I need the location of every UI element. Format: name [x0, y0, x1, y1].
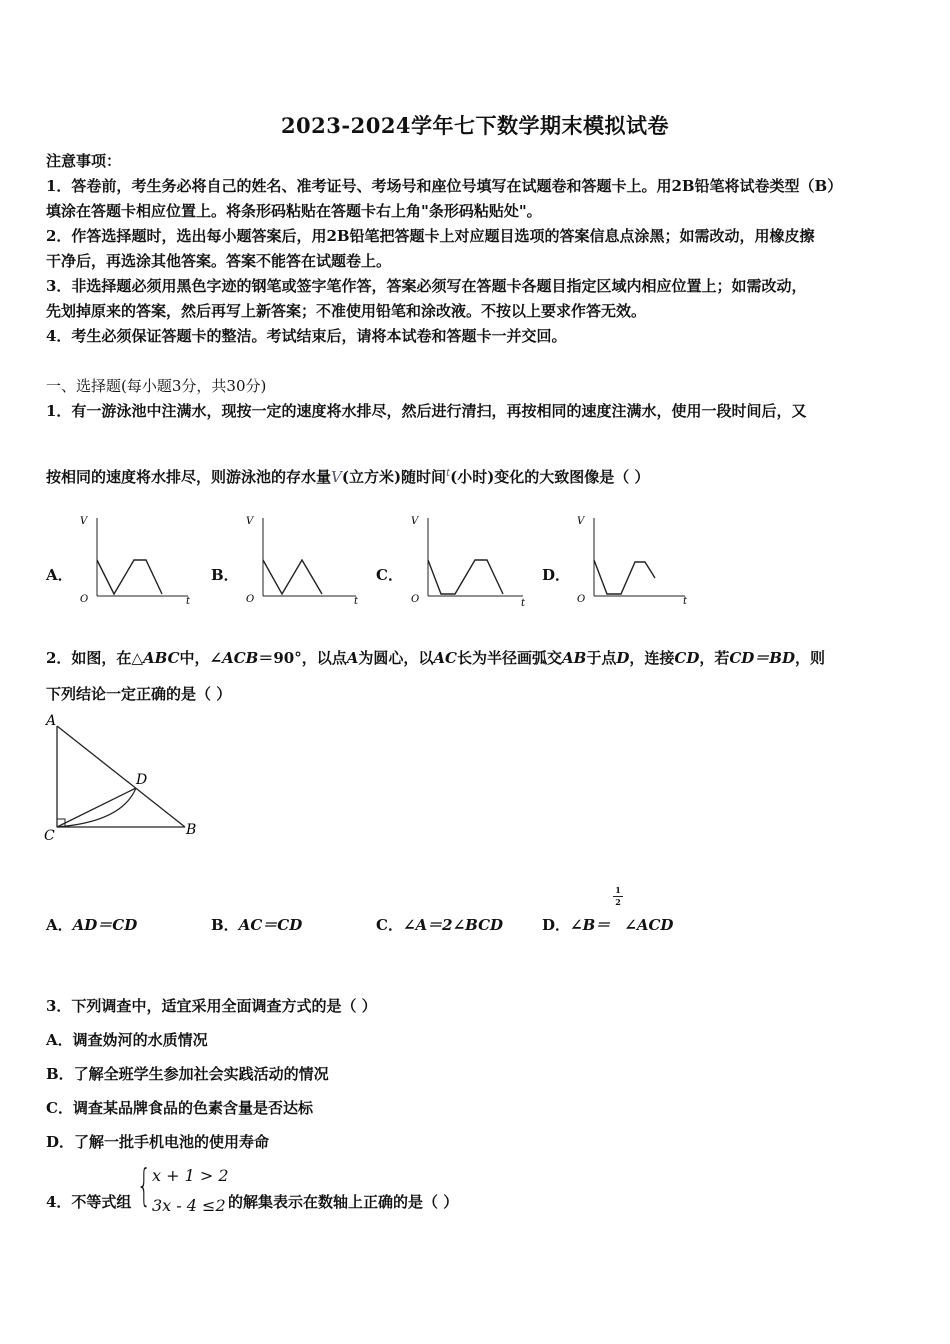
- axis-v-label: V: [577, 516, 585, 527]
- q1-stem-line2: 按相同的速度将水排尽，则游泳池的存水量V(立方米)随时间$^t$(小时)变化的大致图像是（ ）: [46, 468, 650, 486]
- notice-line: 2．作答选择题时，选出每小题答案后，用2B铅笔把答题卡上对应题目选项的答案信息点涂黑；如需改动，用橡皮擦: [46, 227, 815, 245]
- q1-option-b-label[interactable]: B．: [211, 566, 239, 584]
- q1-option-c-label[interactable]: C．: [376, 566, 403, 584]
- point-d-label: D: [136, 772, 148, 788]
- point-a-label: A: [46, 713, 57, 729]
- q1-option-a-label[interactable]: A．: [46, 566, 73, 584]
- axis-origin-label: O: [80, 594, 89, 605]
- point-c-label: C: [44, 828, 55, 844]
- graph-line: [594, 560, 655, 594]
- axis-origin-label: O: [577, 594, 586, 605]
- q4-inequality-1: x + 1 > 2: [152, 1166, 229, 1185]
- axis-v-label: V: [80, 516, 88, 527]
- axis-t-label: t: [354, 596, 359, 607]
- q1-option-d-label[interactable]: D．: [542, 566, 571, 584]
- graph-line: [97, 560, 162, 594]
- q3-option-a[interactable]: A．调查妫河的水质情况: [46, 1031, 208, 1049]
- q2-triangle-figure: [40, 710, 210, 850]
- var-t: t: [446, 468, 451, 479]
- axis-origin-label: O: [411, 594, 420, 605]
- axis-t-label: t: [521, 598, 526, 609]
- graph-line: [263, 560, 322, 594]
- var-v: V: [331, 468, 342, 486]
- q3-stem: 3．下列调查中，适宜采用全面调查方式的是（ ）: [46, 997, 377, 1015]
- q1-graph-b: [242, 510, 362, 610]
- notice-line: 填涂在答题卡相应位置上。将条形码粘贴在答题卡右上角"条形码粘贴处"。: [46, 202, 542, 220]
- q3-option-d[interactable]: D．了解一批手机电池的使用寿命: [46, 1133, 270, 1151]
- axis-origin-label: O: [246, 594, 255, 605]
- section-heading: 一、选择题(每小题3分，共30分): [46, 377, 267, 395]
- notice-heading: 注意事项：: [46, 152, 122, 170]
- q3-option-c[interactable]: C．调查某品牌食品的色素含量是否达标: [46, 1099, 313, 1117]
- axis-v-label: V: [246, 516, 254, 527]
- notice-line: 1．答卷前，考生务必将自己的姓名、准考证号、考场号和座位号填写在试题卷和答题卡上。用2B铅笔将试卷类型（B）: [46, 177, 843, 195]
- q1-graph-c: [407, 510, 531, 610]
- axis-t-label: t: [186, 596, 191, 607]
- fraction-numerator: 1: [615, 885, 621, 895]
- notice-line: 3．非选择题必须用黑色字迹的钢笔或签字笔作答，答案必须写在答题卡各题目指定区域内相应位置上；如需改动，: [46, 277, 807, 295]
- q2-option-a[interactable]: A．AD＝CD: [46, 916, 138, 934]
- q2-stem-line1: 2．如图，在△ABC中，∠ACB＝90°，以点A为圆心，以AC长为半径画弧交AB于点D，连接CD，若CD＝BD，则: [46, 649, 825, 667]
- q3-option-b[interactable]: B．了解全班学生参加社会实践活动的情况: [46, 1065, 329, 1083]
- q4-stem-tail: 的解集表示在数轴上正确的是（ ）: [228, 1193, 459, 1211]
- q2-option-d[interactable]: D．∠B＝ ∠ACD: [542, 916, 674, 934]
- q2-option-c[interactable]: C．∠A＝2∠BCD: [376, 916, 504, 934]
- point-b-label: B: [186, 822, 197, 838]
- axis-t-label: t: [683, 596, 688, 607]
- q2-stem-line2: 下列结论一定正确的是（ ）: [46, 685, 232, 703]
- q2-fraction: [613, 886, 623, 907]
- q2-option-b[interactable]: B．AC＝CD: [211, 916, 303, 934]
- fraction-denominator: 2: [615, 897, 621, 907]
- page-title: 2023-2024学年七下数学期末模拟试卷: [280, 113, 670, 138]
- q4-inequality-2: 3x - 4 ≤2: [152, 1196, 226, 1215]
- q4-brace: {: [137, 1160, 151, 1211]
- q4-label: 4．不等式组: [46, 1193, 132, 1211]
- q1-graph-d: [573, 510, 697, 610]
- notice-line: 先划掉原来的答案，然后再写上新答案；不准使用铅笔和涂改液。不按以上要求作答无效。: [46, 302, 647, 320]
- graph-line: [428, 560, 503, 594]
- notice-line: 干净后，再选涂其他答案。答案不能答在试题卷上。: [46, 252, 392, 270]
- q1-graph-a: [76, 510, 196, 610]
- notice-line: 4．考生必须保证答题卡的整洁。考试结束后，请将本试卷和答题卡一并交回。: [46, 327, 567, 345]
- q1-stem-line1: 1．有一游泳池中注满水，现按一定的速度将水排尽，然后进行清扫，再按相同的速度注满水，使用一段时间后，又: [46, 402, 807, 420]
- axis-v-label: V: [411, 516, 419, 527]
